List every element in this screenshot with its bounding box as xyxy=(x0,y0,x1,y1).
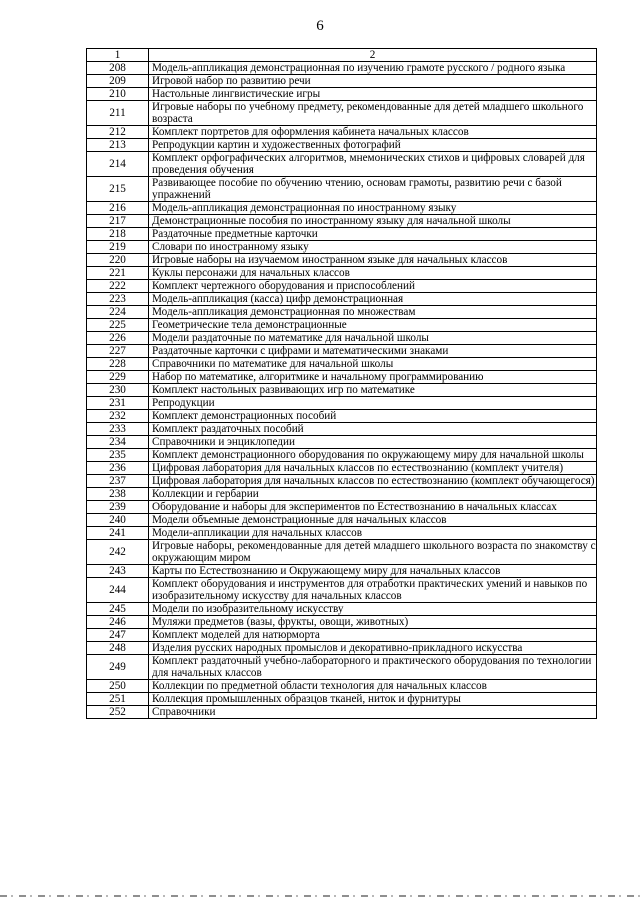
table-row xyxy=(87,139,597,152)
row-number: 233 xyxy=(87,423,149,436)
row-item-name: Комплект настольных развивающих игр по математике xyxy=(149,384,597,397)
table-row xyxy=(87,629,597,642)
row-item-name: Раздаточные предметные карточки xyxy=(149,228,597,241)
row-number: 217 xyxy=(87,215,149,228)
row-item-name: Комплект моделей для натюрморта xyxy=(149,629,597,642)
row-number: 223 xyxy=(87,293,149,306)
row-number: 209 xyxy=(87,75,149,88)
row-number: 221 xyxy=(87,267,149,280)
row-item-name: Модель-аппликация демонстрационная по изучению грамоте русского / родного языка xyxy=(149,62,597,75)
table-row xyxy=(87,642,597,655)
table-row xyxy=(87,462,597,475)
row-item-name: Справочники и энциклопедии xyxy=(149,436,597,449)
table-row xyxy=(87,62,597,75)
row-item-name: Репродукции xyxy=(149,397,597,410)
row-item-name: Справочники xyxy=(149,706,597,719)
table-row xyxy=(87,578,597,603)
table-row xyxy=(87,565,597,578)
row-number: 227 xyxy=(87,345,149,358)
row-item-name: Модели раздаточные по математике для начальной школы xyxy=(149,332,597,345)
row-item-name: Комплект чертежного оборудования и приспособлений xyxy=(149,280,597,293)
row-number: 235 xyxy=(87,449,149,462)
row-item-name: Модели по изобразительному искусству xyxy=(149,603,597,616)
row-item-name: Муляжи предметов (вазы, фрукты, овощи, животных) xyxy=(149,616,597,629)
row-item-name: Коллекция промышленных образцов тканей, ниток и фурнитуры xyxy=(149,693,597,706)
row-item-name: Настольные лингвистические игры xyxy=(149,88,597,101)
table-header-row xyxy=(87,49,597,62)
table-row xyxy=(87,358,597,371)
table-row xyxy=(87,280,597,293)
table-row xyxy=(87,126,597,139)
row-item-name: Игровой набор по развитию речи xyxy=(149,75,597,88)
row-item-name: Справочники по математике для начальной школы xyxy=(149,358,597,371)
table-row xyxy=(87,254,597,267)
table-row xyxy=(87,101,597,126)
table-row xyxy=(87,293,597,306)
row-number: 247 xyxy=(87,629,149,642)
row-number: 234 xyxy=(87,436,149,449)
row-number: 212 xyxy=(87,126,149,139)
row-number: 224 xyxy=(87,306,149,319)
row-item-name: Словари по иностранному языку xyxy=(149,241,597,254)
table-row xyxy=(87,655,597,680)
row-item-name: Игровые наборы, рекомендованные для детей младшего школьного возраста по знакомству с окружающим миром xyxy=(149,540,597,565)
table-row xyxy=(87,215,597,228)
row-number: 244 xyxy=(87,578,149,603)
row-number: 232 xyxy=(87,410,149,423)
row-number: 238 xyxy=(87,488,149,501)
row-item-name: Комплект демонстрационного оборудования по окружающему миру для начальной школы xyxy=(149,449,597,462)
table-row xyxy=(87,527,597,540)
row-number: 250 xyxy=(87,680,149,693)
row-item-name: Комплект раздаточных пособий xyxy=(149,423,597,436)
row-number: 210 xyxy=(87,88,149,101)
row-item-name: Комплект орфографических алгоритмов, мнемонических стихов и цифровых словарей для проведения обучения xyxy=(149,152,597,177)
row-item-name: Цифровая лаборатория для начальных классов по естествознанию (комплект обучающегося) xyxy=(149,475,597,488)
column-header-number: 1 xyxy=(87,49,149,62)
row-number: 211 xyxy=(87,101,149,126)
row-item-name: Модель-аппликация (касса) цифр демонстрационная xyxy=(149,293,597,306)
table-row xyxy=(87,410,597,423)
table-row xyxy=(87,706,597,719)
row-item-name: Модель-аппликация демонстрационная по иностранному языку xyxy=(149,202,597,215)
table-row xyxy=(87,423,597,436)
row-number: 251 xyxy=(87,693,149,706)
row-number: 220 xyxy=(87,254,149,267)
row-item-name: Раздаточные карточки с цифрами и математическими знаками xyxy=(149,345,597,358)
table-row xyxy=(87,616,597,629)
row-item-name: Коллекции по предметной области технология для начальных классов xyxy=(149,680,597,693)
row-number: 246 xyxy=(87,616,149,629)
row-item-name: Репродукции картин и художественных фотографий xyxy=(149,139,597,152)
row-number: 229 xyxy=(87,371,149,384)
row-number: 239 xyxy=(87,501,149,514)
table-row xyxy=(87,332,597,345)
row-number: 228 xyxy=(87,358,149,371)
row-number: 222 xyxy=(87,280,149,293)
table-row xyxy=(87,241,597,254)
row-item-name: Игровые наборы на изучаемом иностранном языке для начальных классов xyxy=(149,254,597,267)
row-item-name: Комплект раздаточный учебно-лабораторного и практического оборудования по технологии для начальных классов xyxy=(149,655,597,680)
equipment-table xyxy=(86,48,597,719)
row-number: 237 xyxy=(87,475,149,488)
row-item-name: Геометрические тела демонстрационные xyxy=(149,319,597,332)
row-number: 240 xyxy=(87,514,149,527)
row-item-name: Куклы персонажи для начальных классов xyxy=(149,267,597,280)
row-number: 215 xyxy=(87,177,149,202)
row-number: 218 xyxy=(87,228,149,241)
row-item-name: Оборудование и наборы для экспериментов по Естествознанию в начальных классах xyxy=(149,501,597,514)
table-row xyxy=(87,501,597,514)
table-row xyxy=(87,475,597,488)
table-row xyxy=(87,371,597,384)
row-number: 230 xyxy=(87,384,149,397)
row-number: 243 xyxy=(87,565,149,578)
row-number: 216 xyxy=(87,202,149,215)
row-item-name: Демонстрационные пособия по иностранному языку для начальной школы xyxy=(149,215,597,228)
table-row xyxy=(87,345,597,358)
table-row xyxy=(87,436,597,449)
row-number: 252 xyxy=(87,706,149,719)
row-number: 249 xyxy=(87,655,149,680)
row-number: 231 xyxy=(87,397,149,410)
table-row xyxy=(87,680,597,693)
table-row xyxy=(87,384,597,397)
row-number: 214 xyxy=(87,152,149,177)
table-row xyxy=(87,449,597,462)
table-row xyxy=(87,177,597,202)
row-number: 241 xyxy=(87,527,149,540)
row-number: 225 xyxy=(87,319,149,332)
table-row xyxy=(87,693,597,706)
row-item-name: Комплект оборудования и инструментов для отработки практических умений и навыков по изобразительному искусству для начальных классов xyxy=(149,578,597,603)
row-item-name: Модели-аппликации для начальных классов xyxy=(149,527,597,540)
row-number: 226 xyxy=(87,332,149,345)
table-row xyxy=(87,514,597,527)
row-item-name: Набор по математике, алгоритмике и начальному программированию xyxy=(149,371,597,384)
row-number: 242 xyxy=(87,540,149,565)
table-row xyxy=(87,88,597,101)
table-row xyxy=(87,540,597,565)
row-item-name: Модель-аппликация демонстрационная по множествам xyxy=(149,306,597,319)
row-item-name: Коллекции и гербарии xyxy=(149,488,597,501)
table-row xyxy=(87,267,597,280)
row-item-name: Изделия русских народных промыслов и декоративно-прикладного искусства xyxy=(149,642,597,655)
row-item-name: Комплект портретов для оформления кабинета начальных классов xyxy=(149,126,597,139)
row-item-name: Цифровая лаборатория для начальных классов по естествознанию (комплект учителя) xyxy=(149,462,597,475)
row-number: 208 xyxy=(87,62,149,75)
table-row xyxy=(87,306,597,319)
table-row xyxy=(87,603,597,616)
table-row xyxy=(87,397,597,410)
row-item-name: Комплект демонстрационных пособий xyxy=(149,410,597,423)
table-row xyxy=(87,319,597,332)
row-number: 219 xyxy=(87,241,149,254)
row-item-name: Карты по Естествознанию и Окружающему миру для начальных классов xyxy=(149,565,597,578)
page-number: 6 xyxy=(316,18,324,34)
column-header-name: 2 xyxy=(149,49,597,62)
row-item-name: Развивающее пособие по обучению чтению, основам грамоты, развитию речи с базой упражнений xyxy=(149,177,597,202)
scan-edge-line xyxy=(0,895,640,897)
row-number: 236 xyxy=(87,462,149,475)
table-row xyxy=(87,75,597,88)
row-number: 248 xyxy=(87,642,149,655)
table-row xyxy=(87,228,597,241)
row-number: 213 xyxy=(87,139,149,152)
table-row xyxy=(87,202,597,215)
row-item-name: Модели объемные демонстрационные для начальных классов xyxy=(149,514,597,527)
table-row xyxy=(87,488,597,501)
row-item-name: Игровые наборы по учебному предмету, рекомендованные для детей младшего школьного возраста xyxy=(149,101,597,126)
table-row xyxy=(87,152,597,177)
row-number: 245 xyxy=(87,603,149,616)
